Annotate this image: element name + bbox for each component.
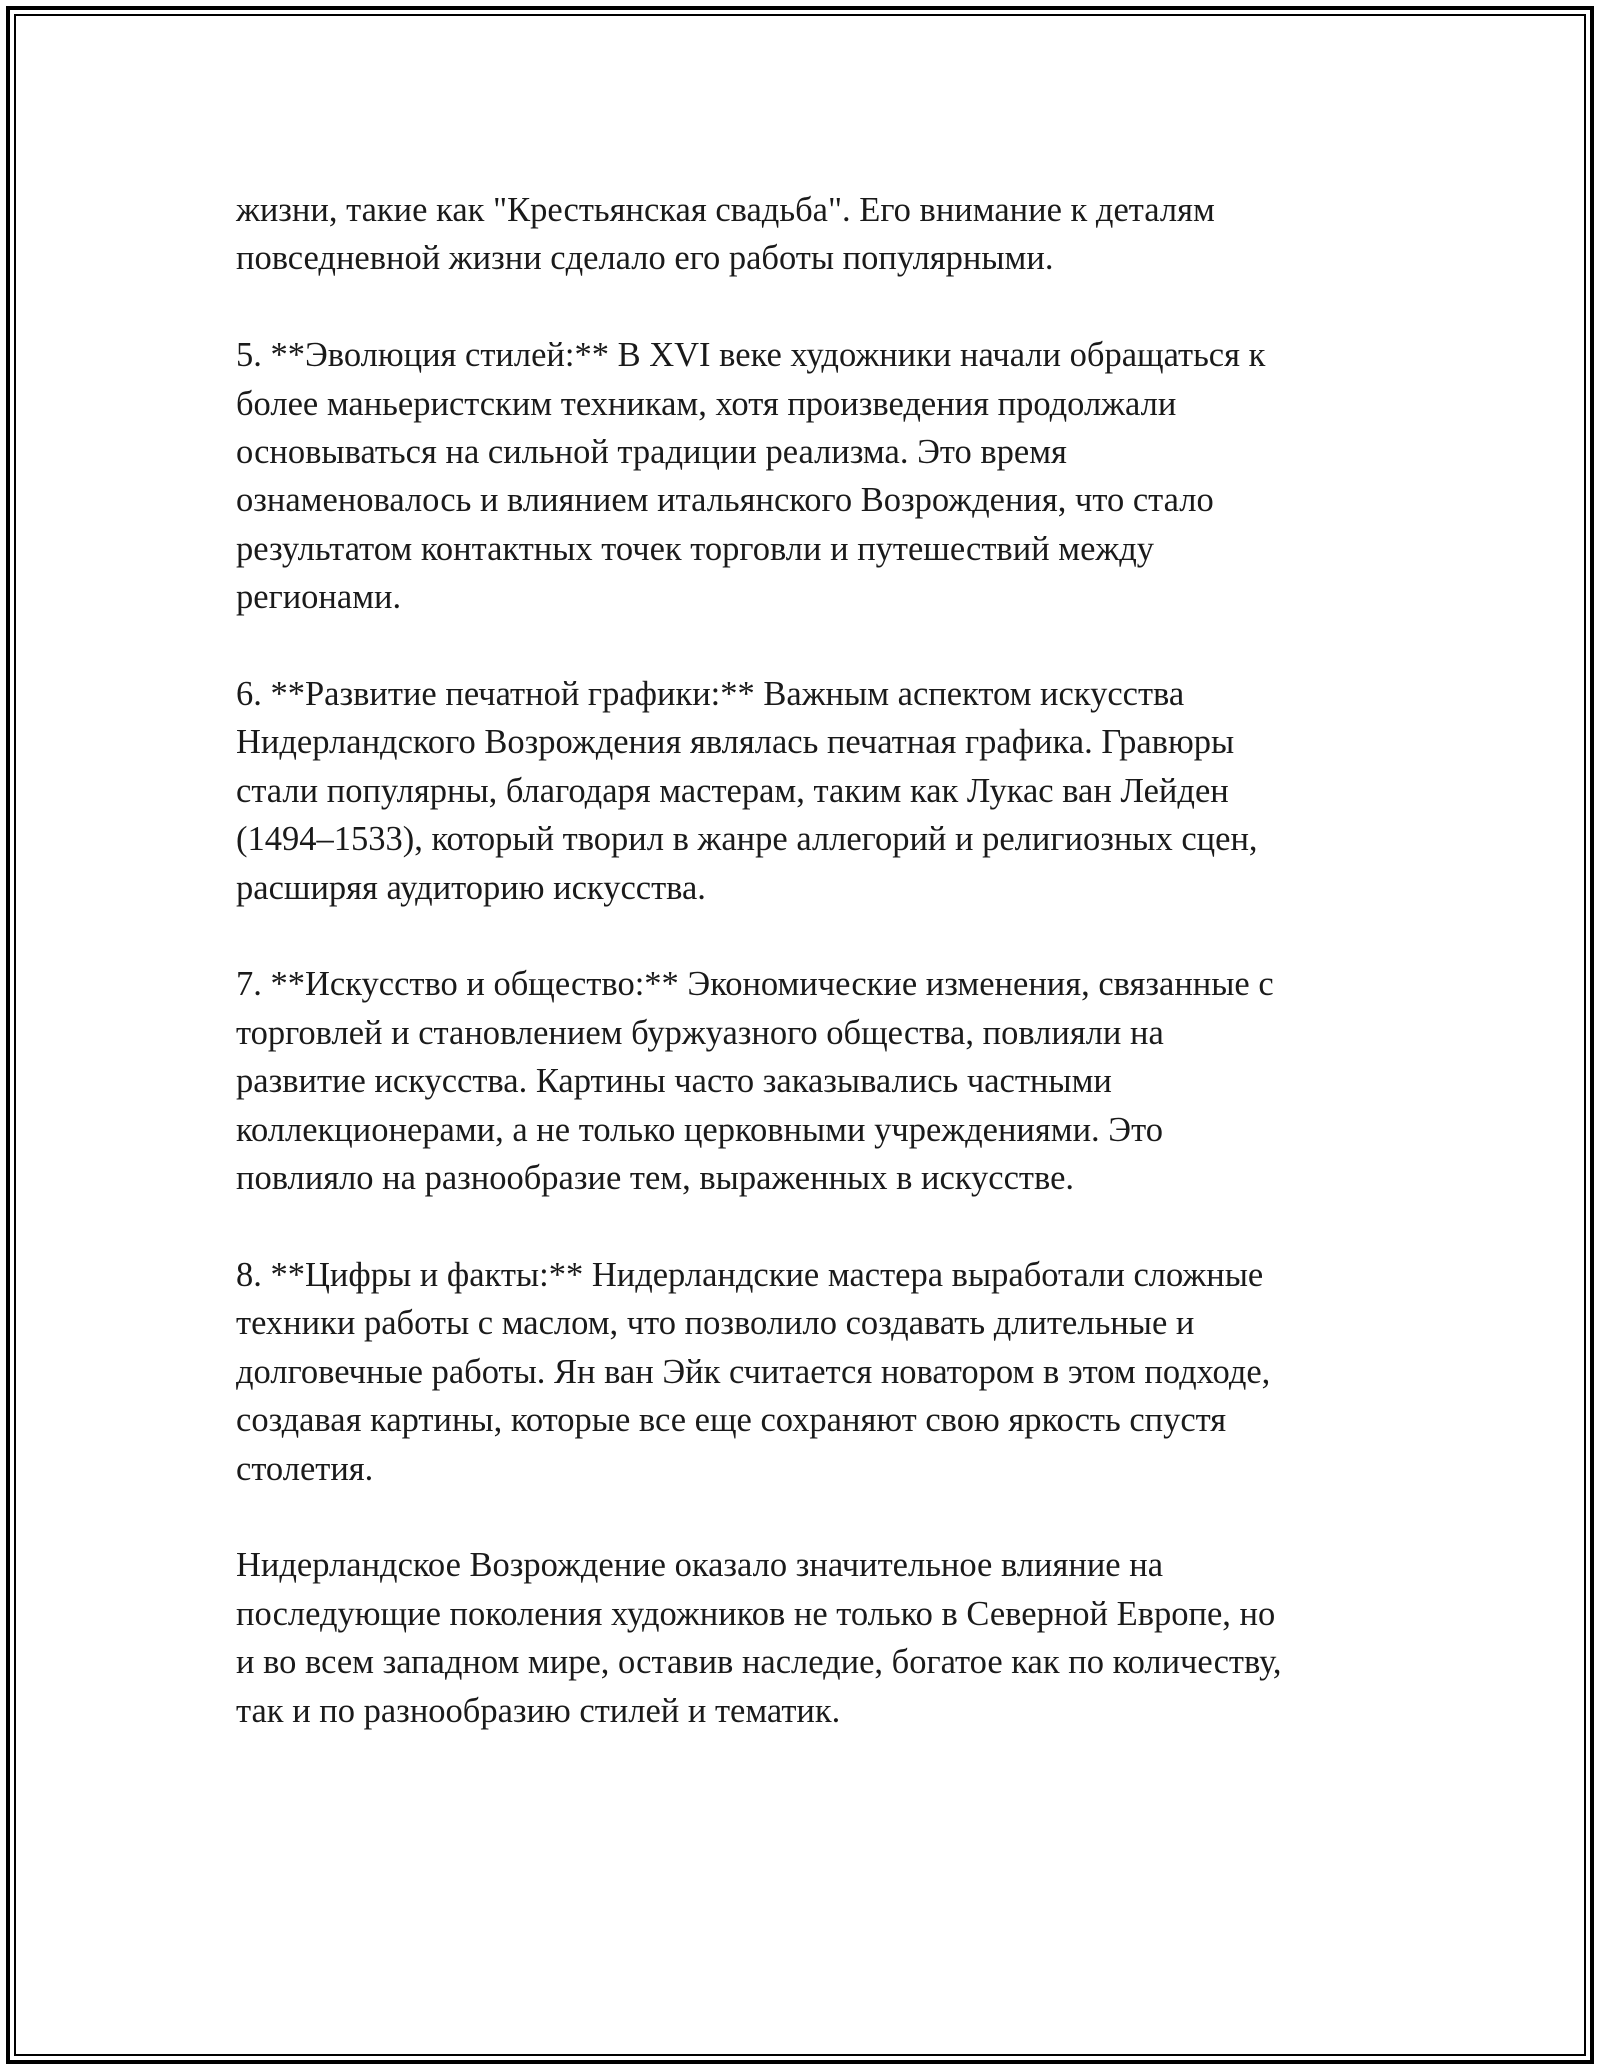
text-line: Нидерландское Возрождение оказало значительное влияние на: [236, 1546, 1164, 1585]
text-line: Нидерландского Возрождения являлась печатная графика. Гравюры: [236, 723, 1235, 762]
text-line: создавая картины, которые все еще сохраняют свою яркость спустя: [236, 1401, 1227, 1440]
paragraph-continuation: [236, 186, 1376, 283]
text-line: (1494–1533), который творил в жанре аллегорий и религиозных сцен,: [236, 820, 1258, 859]
text-line: 5. **Эволюция стилей:** В XVI веке художники начали обращаться к: [236, 336, 1266, 375]
text-line: стали популярны, благодаря мастерам, таким как Лукас ван Лейден: [236, 771, 1229, 810]
text-line: долговечные работы. Ян ван Эйк считается новатором в этом подходе,: [236, 1352, 1271, 1391]
paragraph-item-6: [236, 670, 1376, 912]
document-body: [236, 186, 1376, 1783]
text-line: коллекционерами, а не только церковными учреждениями. Это: [236, 1110, 1163, 1149]
text-line: и во всем западном мире, оставив наследие, богатое как по количеству,: [236, 1643, 1282, 1682]
text-line: повлияло на разнообразие тем, выраженных в искусстве.: [236, 1159, 1075, 1198]
text-line: более маньеристским техникам, хотя произведения продолжали: [236, 384, 1177, 423]
text-line: 8. **Цифры и факты:** Нидерландские мастера выработали сложные: [236, 1255, 1264, 1294]
text-line: техники работы с маслом, что позволило создавать длительные и: [236, 1304, 1195, 1343]
paragraph-item-5: [236, 331, 1376, 621]
text-line: торговлей и становлением буржуазного общества, повлияли на: [236, 1013, 1164, 1052]
text-line: повседневной жизни сделало его работы популярными.: [236, 239, 1054, 278]
text-line: развитие искусства. Картины часто заказывались частными: [236, 1062, 1112, 1101]
text-line: результатом контактных точек торговли и путешествий между: [236, 529, 1155, 568]
text-line: столетия.: [236, 1449, 374, 1488]
text-line: регионами.: [236, 578, 402, 617]
text-line: 7. **Искусство и общество:** Экономические изменения, связанные с: [236, 965, 1274, 1004]
text-line: 6. **Развитие печатной графики:** Важным аспектом искусства: [236, 675, 1185, 714]
text-line: жизни, такие как "Крестьянская свадьба". Его внимание к деталям: [236, 191, 1215, 229]
text-line: основываться на сильной традиции реализма. Это время: [236, 433, 1067, 472]
text-line: последующие поколения художников не только в Северной Европе, но: [236, 1594, 1276, 1633]
text-line: ознаменовалось и влиянием итальянского Возрождения, что стало: [236, 481, 1214, 520]
paragraph-item-7: [236, 960, 1376, 1202]
paragraph-item-8: [236, 1251, 1376, 1493]
text-line: так и по разнообразию стилей и тематик.: [236, 1691, 841, 1730]
paragraph-conclusion: [236, 1541, 1376, 1735]
text-line: расширяя аудиторию искусства.: [236, 868, 706, 907]
